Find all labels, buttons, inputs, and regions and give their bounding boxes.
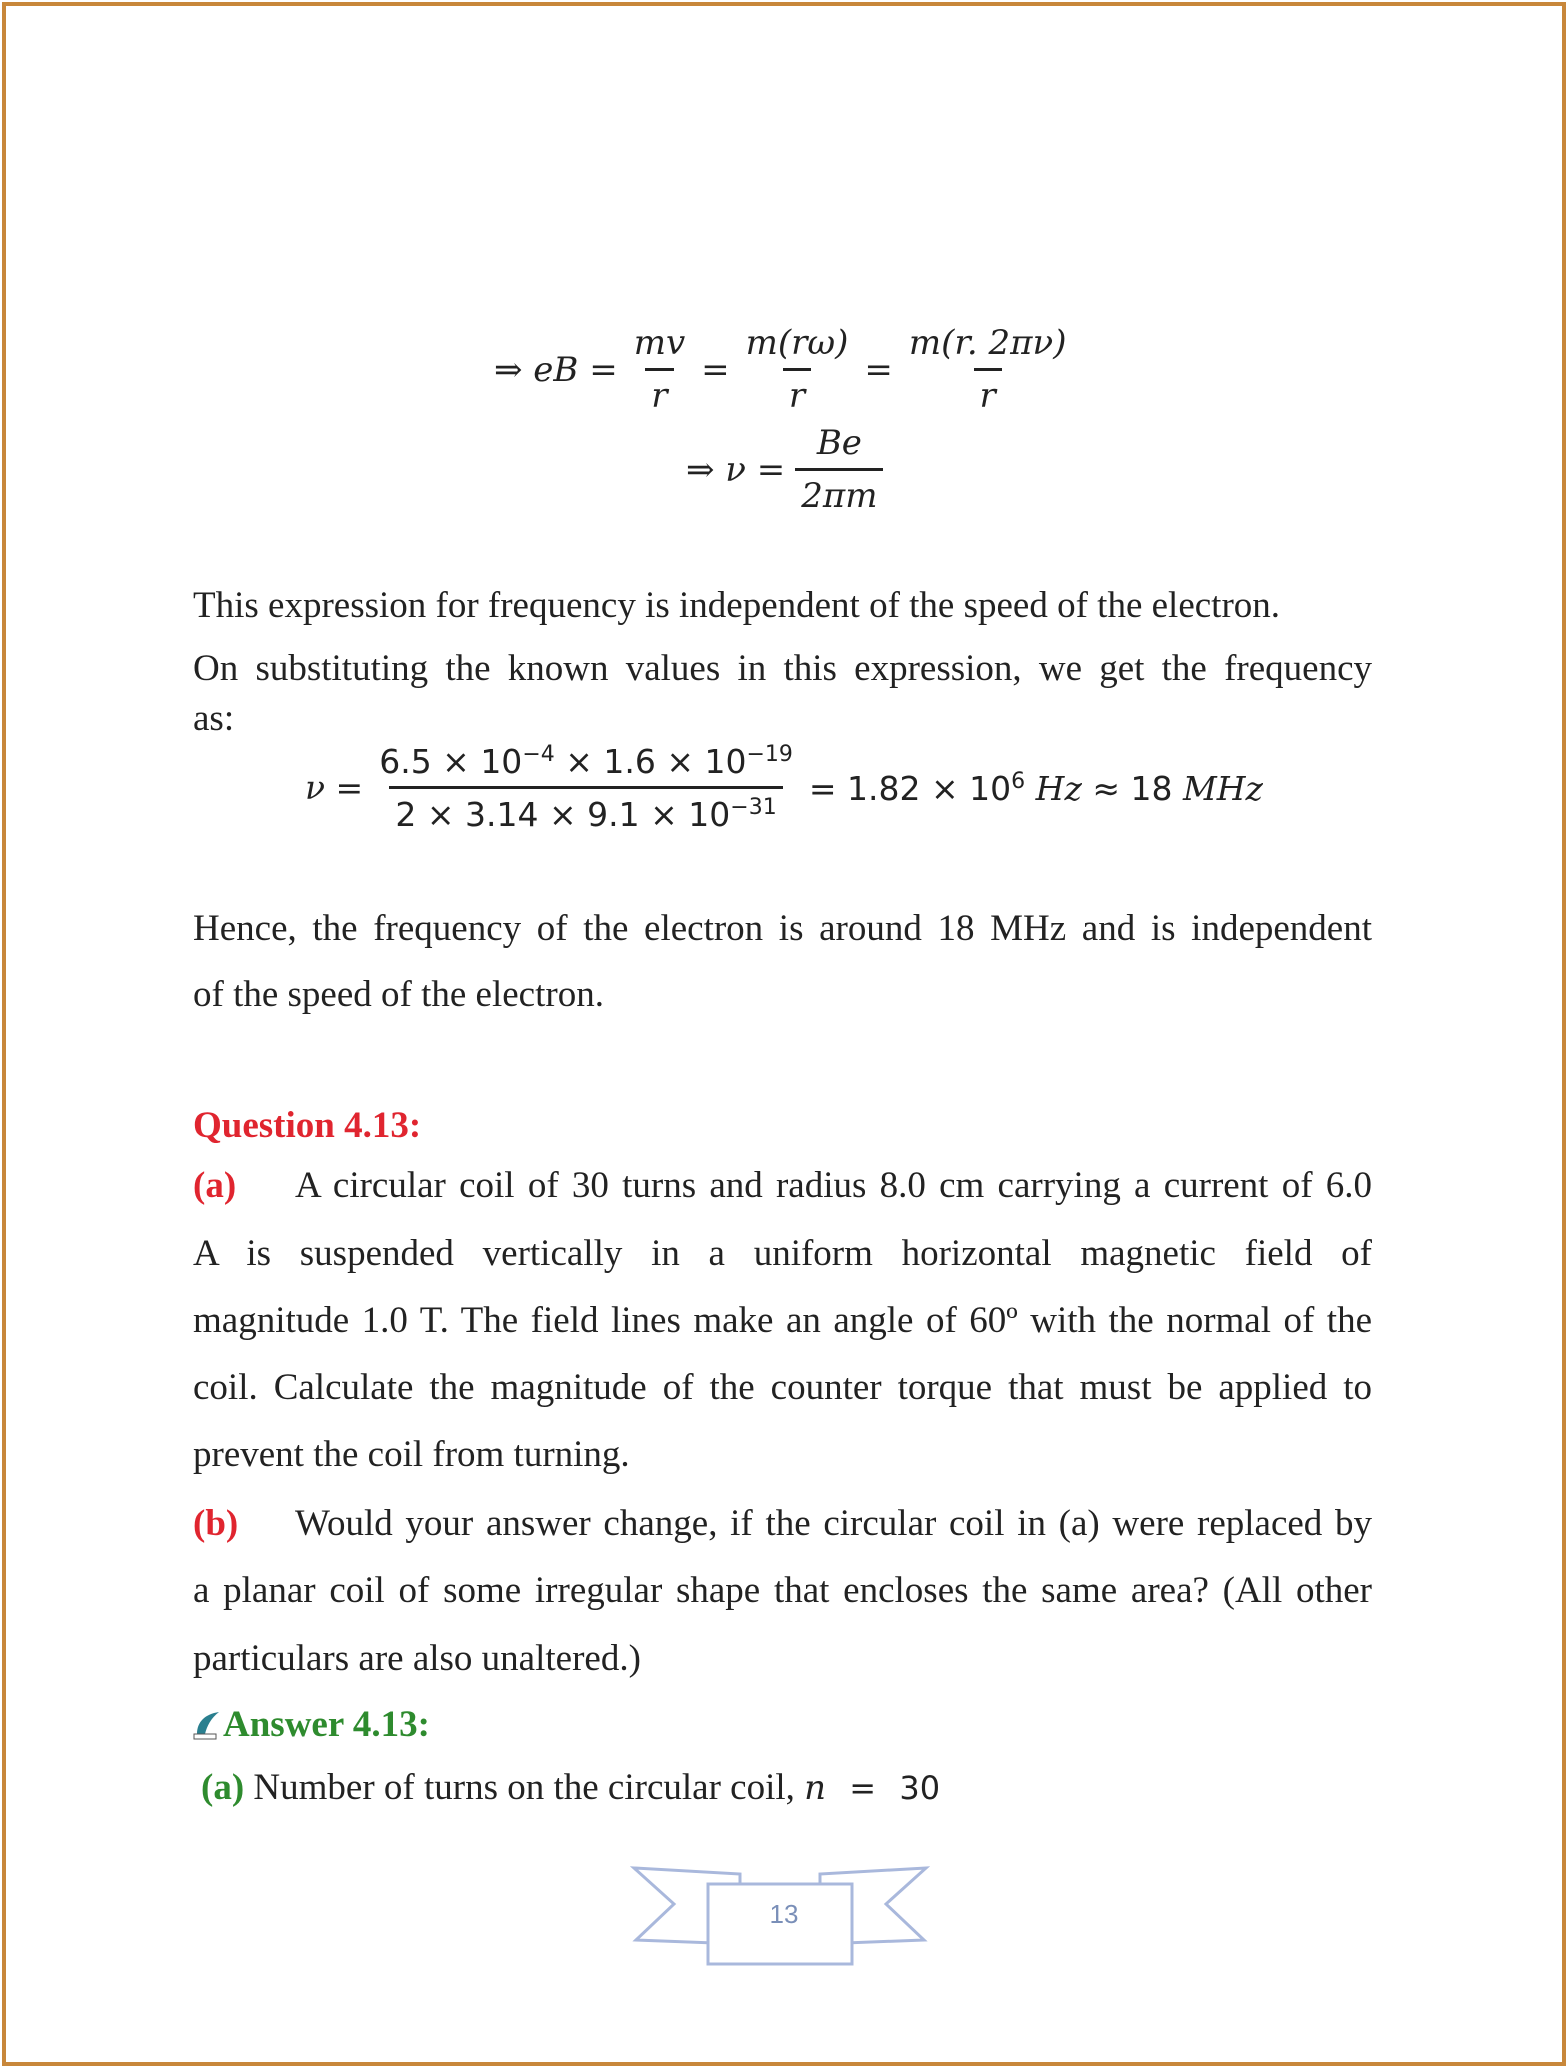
answer-heading bbox=[193, 1706, 1372, 1743]
fraction bbox=[795, 423, 883, 516]
part-a-label: (a) bbox=[193, 1165, 237, 1206]
paragraph-line: Hence, the frequency of the electron is around 18 MHz and is independent bbox=[193, 908, 1372, 949]
eq2-prefix: ⇒ ν = bbox=[686, 449, 786, 490]
answer-a-line bbox=[201, 1769, 1380, 1806]
answer-part-a-label: (a) bbox=[201, 1767, 245, 1808]
denominator: 2πm bbox=[795, 468, 883, 513]
numerator: Be bbox=[816, 423, 862, 463]
fraction bbox=[628, 323, 691, 416]
question-text: A is suspended vertically in a uniform horizontal magnetic field of bbox=[193, 1233, 1372, 1274]
denominator: r bbox=[783, 368, 811, 413]
paragraph-line: On substituting the known values in this expression, we get the frequency bbox=[193, 648, 1372, 689]
part-b-label: (b) bbox=[193, 1503, 239, 1544]
answer-text: Number of turns on the circular coil, bbox=[253, 1767, 795, 1808]
answer-value: 30 bbox=[899, 1769, 941, 1807]
fraction bbox=[373, 742, 799, 834]
numerator: $6.5 \times 10^{-4} \times 1.6 \times 10^{-19}$ bbox=[379, 742, 793, 781]
numerator: m(rω) bbox=[745, 323, 849, 363]
question-title: Question 4.13: bbox=[193, 1105, 422, 1146]
eq1-prefix: ⇒ eB = bbox=[494, 349, 618, 390]
denominator: $2 \times 3.14 \times 9.1 \times 10^{-31}$ bbox=[389, 786, 782, 831]
question-text: Would your answer change, if the circular coil in (a) were replaced by bbox=[295, 1503, 1372, 1544]
question-text: a planar coil of some irregular shape that encloses the same area? (All other bbox=[193, 1570, 1372, 1611]
question-text: coil. Calculate the magnitude of the counter torque that must be applied to bbox=[193, 1367, 1372, 1408]
numerator: mv bbox=[633, 323, 686, 363]
question-text: A circular coil of 30 turns and radius 8.0 cm carrying a current of 6.0 bbox=[295, 1165, 1372, 1206]
denominator: r bbox=[645, 368, 673, 413]
paragraph-line: of the speed of the electron. bbox=[193, 974, 604, 1015]
paragraph-line: as: bbox=[193, 698, 235, 739]
eq3-rhs: = $1.82 \times 10^6$ Hz ≈ 18 MHz bbox=[808, 768, 1263, 808]
paragraph-line: This expression for frequency is independent of the speed of the electron. bbox=[193, 585, 1281, 626]
denominator: r bbox=[974, 368, 1002, 413]
equation-numeric bbox=[305, 742, 1263, 834]
numerator: m(r. 2πν) bbox=[908, 323, 1067, 363]
question-text: prevent the coil from turning. bbox=[193, 1434, 630, 1475]
equation-eb bbox=[494, 323, 1082, 416]
equation-frequency bbox=[686, 423, 893, 516]
page-border bbox=[2, 2, 1566, 2066]
answer-equals: = bbox=[849, 1769, 877, 1807]
eq3-lhs: ν = bbox=[305, 768, 364, 807]
question-text: particulars are also unaltered.) bbox=[193, 1638, 641, 1679]
answer-variable: n bbox=[804, 1768, 827, 1808]
answer-title: Answer 4.13: bbox=[223, 1704, 430, 1745]
equals: = bbox=[864, 349, 893, 390]
fraction bbox=[903, 323, 1073, 416]
question-a-line bbox=[193, 1167, 1372, 1204]
fraction bbox=[740, 323, 855, 416]
page-number: 13 bbox=[769, 1899, 799, 1929]
question-text: magnitude 1.0 T. The field lines make an angle of 60º with the normal of the bbox=[193, 1300, 1372, 1341]
question-b-line bbox=[193, 1505, 1372, 1542]
equals: = bbox=[701, 349, 730, 390]
brand-logo-icon bbox=[193, 1710, 221, 1740]
